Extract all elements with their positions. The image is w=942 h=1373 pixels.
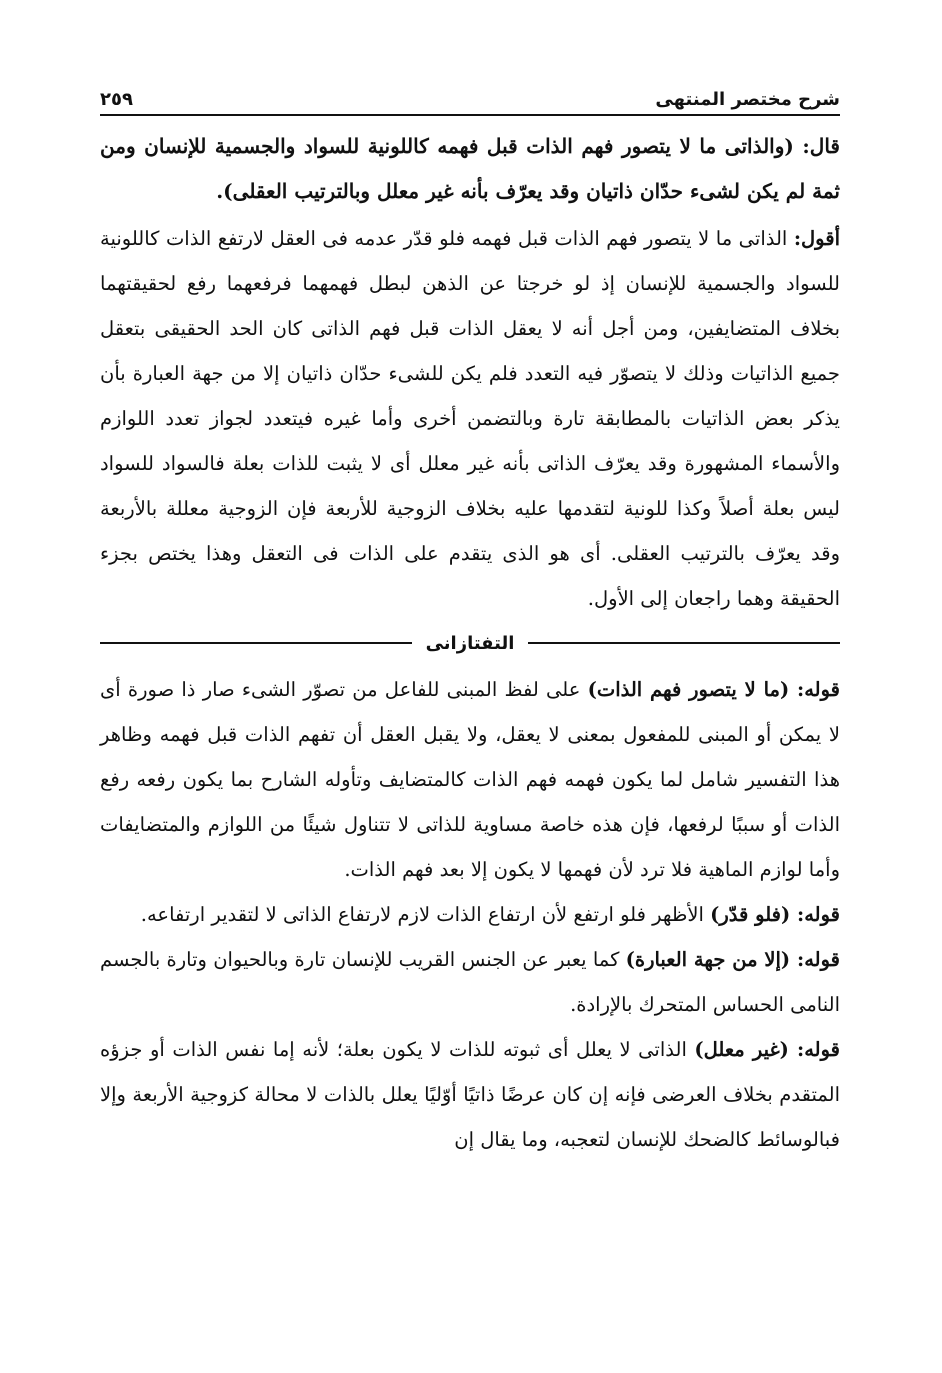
hashiya-paragraph xyxy=(100,667,840,892)
page-number: ٢٥٩ xyxy=(100,89,133,110)
hashiya-text: على لفظ المبنى للفاعل من تصوّر الشىء صار ذا صورة أى لا يمكن أو المبنى للمفعول بمعنى لا يعقل، ولا يقبل العقل أن تفهم الذات قبل فهمه وظاهر هذا التفسير شامل لما يكون فهمه فهم الذات كالمتضايف وتأوله الشارح بما يكون رفعه رفع الذات أو سببًا لرفعها، فإن هذه خاصة مساوية للذاتى لا تتناول شيئًا من اللوازم والمتضايفات وأما لوازم الماهية فلا ترد لأن فهمها لا يكون إلا بعد فهم الذات. xyxy=(100,678,840,881)
matn-lead: قال: xyxy=(802,134,840,158)
hashiya-paragraph xyxy=(100,1027,840,1162)
hashiya-paragraph xyxy=(100,937,840,1027)
matn-text: (والذاتى ما لا يتصور فهم الذات قبل فهمه كاللونية للسواد والجسمية للإنسان ومن ثمة لم يكن لشىء حدّان ذاتيان وقد يعرّف بأنه غير معلل وبالترتيب العقلى). xyxy=(100,134,840,203)
sharh-paragraph xyxy=(100,216,840,621)
running-title: شرح مختصر المنتهى xyxy=(655,89,840,110)
divider-line-left xyxy=(100,642,412,644)
sharh-text: الذاتى ما لا يتصور فهم الذات قبل فهمه فلو قدّر عدمه فى العقل لارتفع الذات كاللونية للسواد والجسمية للإنسان إذ لو خرجتا عن الذهن لبطل فهمهما فرفعهما رفع لحقيقتهما بخلاف المتضايفين، ومن أجل أنه لا يعقل الذات قبل فهم الذاتى كان الحد الحقيقى بتعقل جميع الذاتيات وذلك لا يتصوّر فيه التعدد فلم يكن للشىء حدّان ذاتيان إلا من جهة العبارة بأن يذكر بعض الذاتيات بالمطابقة تارة وبالتضمن أخرى وأما غيره فيتعدد لجواز تعدد اللوازم والأسماء المشهورة وقد يعرّف الذاتى بأنه غير معلل أى لا يثبت للذات بعلة فالسواد للسواد ليس بعلة أصلاً وكذا للونية لتقدمها عليه بخلاف الزوجية للأربعة فإن الزوجية معللة بالأربعة وقد يعرّف بالترتيب العقلى. أى هو الذى يتقدم على الذات فى التعقل وهذا يختص بجزء الحقيقة وهما راجعان إلى الأول. xyxy=(100,227,840,610)
matn-paragraph xyxy=(100,124,840,214)
hashiya-lead: قوله: (غير معلل) xyxy=(694,1038,840,1061)
hashiya-lead: قوله: (ما لا يتصور فهم الذات) xyxy=(587,678,840,701)
hashiya-lead: قوله: (إلا من جهة العبارة) xyxy=(625,948,840,971)
hashiya-text: الذاتى لا يعلل أى ثبوته للذات لا يكون بعلة؛ لأنه إما نفس الذات أو جزؤه المتقدم بخلاف العرضى فإنه إن كان عرضًا ذاتيًا أوّليًا يعلل بالذات لا محالة كزوجية الأربعة وإلا فبالوسائط كالضحك للإنسان لتعجبه، وما يقال إن xyxy=(100,1038,840,1151)
sharh-lead: أقول: xyxy=(793,227,840,250)
divider-line-right xyxy=(528,642,840,644)
hashiya-lead: قوله: (فلو قدّر) xyxy=(710,903,840,926)
divider-label: التفتازانى xyxy=(425,632,515,654)
hashiya-text: كما يعبر عن الجنس القريب للإنسان تارة وبالحيوان وتارة بالجسم النامى الحساس المتحرك بالإرادة. xyxy=(100,948,840,1016)
hashiya-paragraph xyxy=(100,892,840,937)
book-page xyxy=(100,70,840,1162)
hashiya-text: الأظهر فلو ارتفع لأن ارتفاع الذات لازم لارتفاع الذاتى لا لتقدير ارتفاعه. xyxy=(140,903,711,926)
section-divider xyxy=(100,625,840,661)
running-header xyxy=(100,70,840,116)
